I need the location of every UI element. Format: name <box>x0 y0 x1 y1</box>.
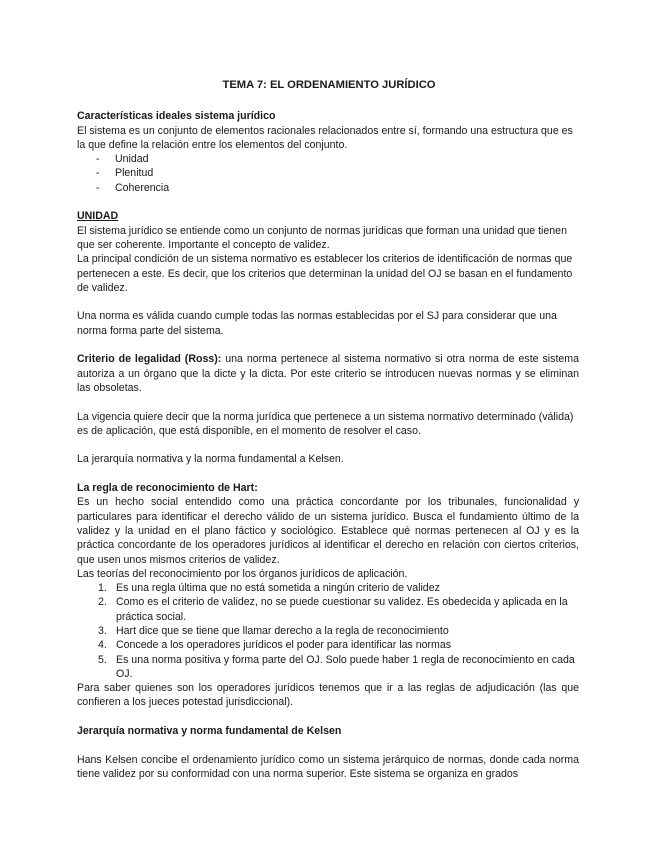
list-number: 3. <box>98 624 107 637</box>
spacer <box>77 710 579 724</box>
unidad-paragraph-1: El sistema jurídico se entiende como un conjunto de normas jurídicas que forman una unidad que tienen que ser coherente. Importante el concepto de validez. <box>77 224 567 251</box>
section-heading-caracteristicas: Características ideales sistema jurídico <box>77 110 276 123</box>
list-item <box>77 653 579 682</box>
criterio-legalidad-paragraph <box>77 352 579 395</box>
list-item <box>77 595 579 624</box>
list-item <box>77 638 579 652</box>
list-item: - Plenitud <box>77 166 579 180</box>
list-item-text: Hart dice que se tiene que llamar derecho a la regla de reconocimiento <box>116 624 449 637</box>
unidad-paragraph-2: La principal condición de un sistema normativo es establecer los criterios de identificación de normas que pertenecen a este. Es decir, que los criterios que determinan la unidad del OJ se basan en el fundamento de validez. <box>77 253 573 294</box>
criterio-legalidad-label: Criterio de legalidad (Ross): <box>77 353 222 366</box>
page-title: TEMA 7: EL ORDENAMIENTO JURÍDICO <box>222 79 436 91</box>
spacer <box>77 395 579 409</box>
section-heading-kelsen: Jerarquía normativa y norma fundamental de Kelsen <box>77 725 342 738</box>
list-item: - Unidad <box>77 152 579 166</box>
spacer <box>77 738 579 752</box>
list-number: 2. <box>98 596 107 609</box>
list-item-text: Concede a los operadores jurídicos el poder para identificar las normas <box>116 639 452 652</box>
caracteristicas-intro: El sistema es un conjunto de elementos racionales relacionados entre sí, formando una estructura que es la que define la relación entre los elementos del conjunto. <box>77 124 573 151</box>
caracteristicas-list <box>77 152 579 195</box>
list-item <box>77 624 579 638</box>
list-item: - Coherencia <box>77 181 579 195</box>
unidad-paragraph-3: Una norma es válida cuando cumple todas las normas establecidas por el SJ para considerar que una norma forma parte del sistema. <box>77 310 557 337</box>
list-number: 4. <box>98 639 107 652</box>
list-item <box>77 581 579 595</box>
hart-paragraph-3: Para saber quienes son los operadores jurídicos tenemos que ir a las reglas de adjudicación (las que confieren a los jueces potestad jurisdiccional). <box>77 682 579 709</box>
list-item-text: Es una norma positiva y forma parte del OJ. Solo puede haber 1 regla de reconocimiento en cada OJ. <box>116 653 575 680</box>
spacer <box>77 467 579 481</box>
spacer <box>77 295 579 309</box>
list-number: 1. <box>98 582 107 595</box>
list-item-text: Es una regla última que no está sometida a ningún criterio de validez <box>116 582 440 595</box>
hart-numbered-list <box>77 581 579 681</box>
list-number: 5. <box>98 653 107 666</box>
spacer <box>77 195 579 209</box>
list-item-text: Como es el criterio de validez, no se puede cuestionar su validez. Es obedecida y aplicada en la práctica social. <box>116 596 568 623</box>
kelsen-paragraph-1: Hans Kelsen concibe el ordenamiento jurídico como un sistema jerárquico de normas, donde cada norma tiene validez por su conformidad con una norma superior. Este sistema se organiza en grados <box>77 753 579 780</box>
hart-paragraph-1: Es un hecho social entendido como una práctica concordante por los tribunales, funcionalidad y particulares para identificar el derecho válido de un sistema jurídico. Busca el fundamiento último de la validez y la unidad en el plano fáctico y sociológico. Establece qué normas pertenecen al OJ y es la práctica concordante de los operadores jurídicos al identificar el derecho en relación con ciertos criterios, que usen unos mismos criterios de validez. <box>77 496 579 566</box>
section-heading-unidad: UNIDAD <box>77 210 119 223</box>
spacer <box>77 338 579 352</box>
hart-paragraph-2: Las teorías del reconocimiento por los órganos jurídicos de aplicación. <box>77 567 408 580</box>
section-heading-hart: La regla de reconocimiento de Hart: <box>77 482 258 495</box>
unidad-paragraph-5: La vigencia quiere decir que la norma jurídica que pertenece a un sistema normativo determinado (válida) es de aplicación, que está disponible, en el momento de resolver el caso. <box>77 410 574 437</box>
unidad-paragraph-6: La jerarquía normativa y la norma fundamental a Kelsen. <box>77 453 344 466</box>
spacer <box>77 438 579 452</box>
criterio-legalidad-text: una norma pertenece al sistema normativo si otra norma de este sistema autoriza a un órgano que la dicte y la dicta. Por este criterio se introducen nuevas normas y se eliminan las obsoletas. <box>77 353 579 394</box>
